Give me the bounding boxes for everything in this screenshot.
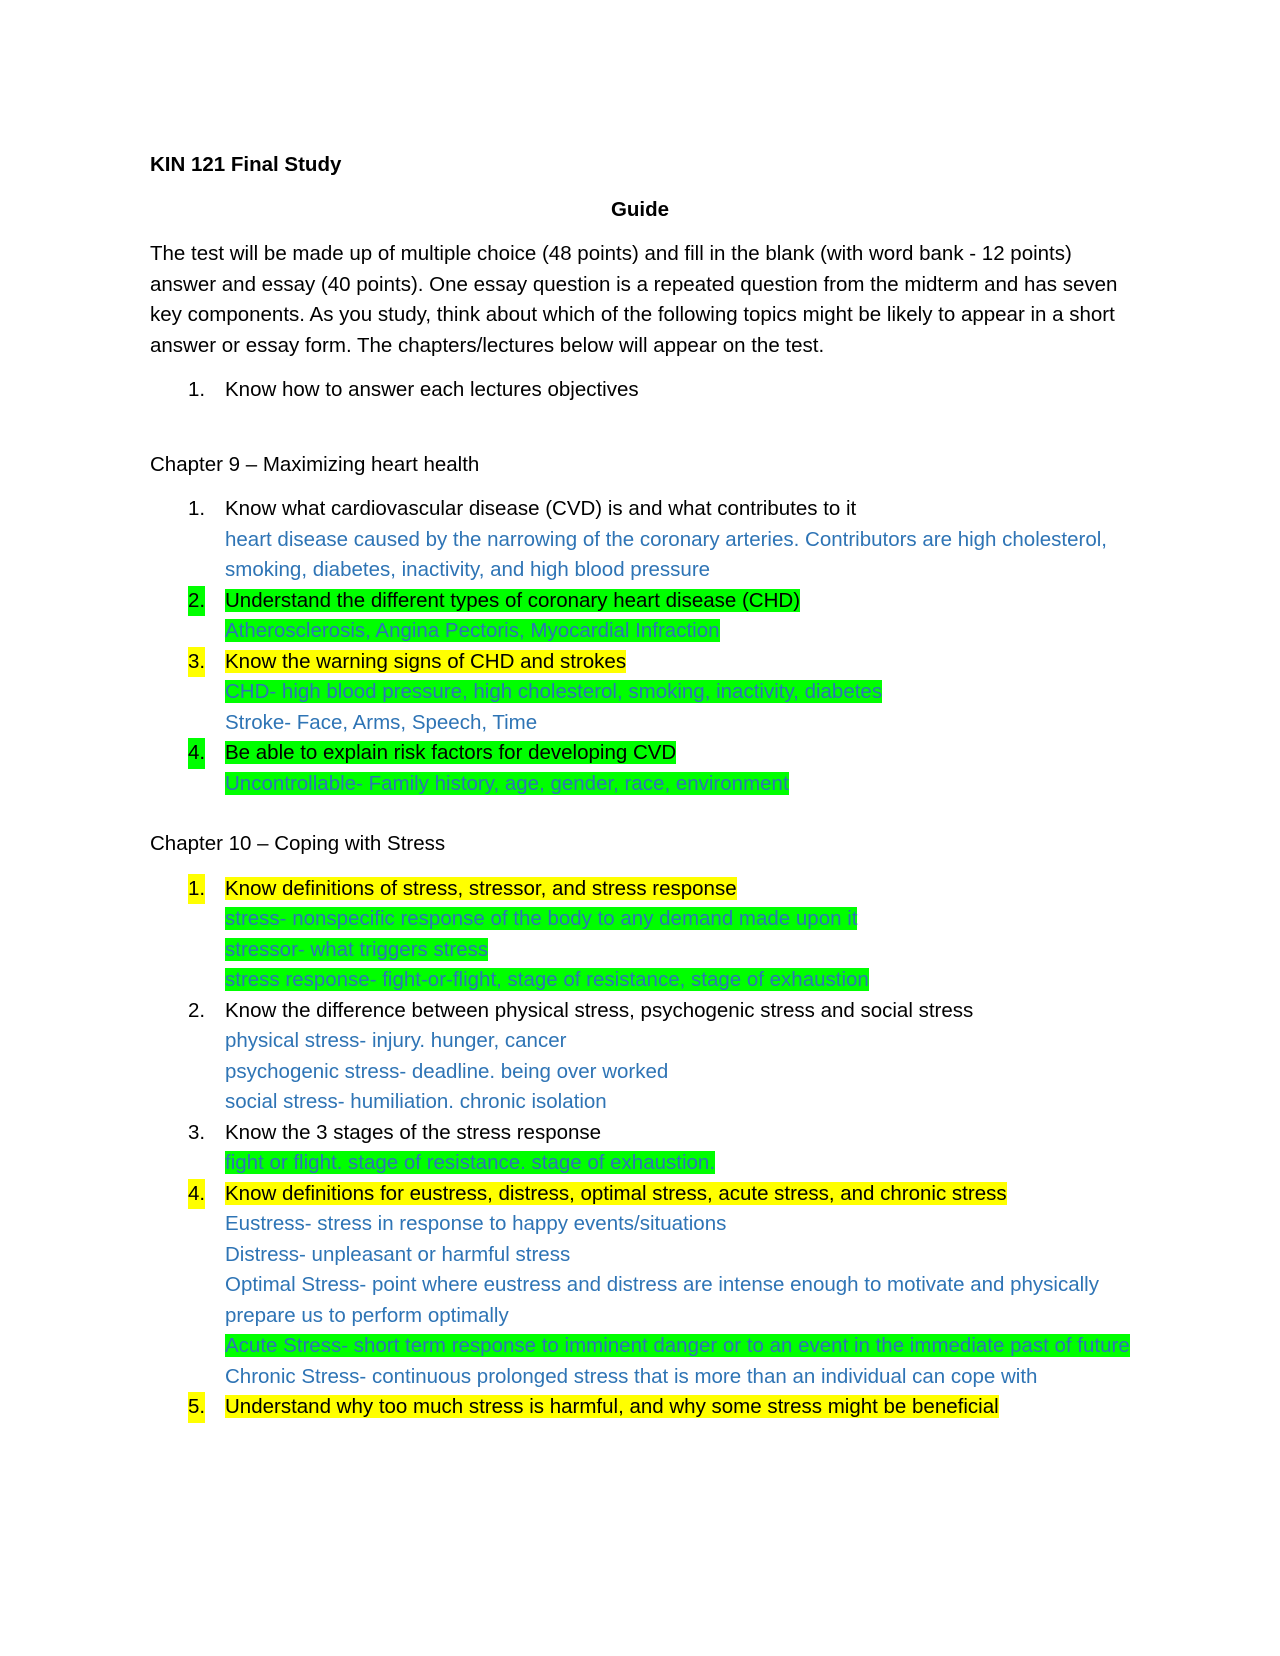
answer-text: Optimal Stress- point where eustress and distress are intense enough to motivate and physically prepare us to perform optimally	[225, 1273, 1099, 1327]
item-text: Know what cardiovascular disease (CVD) is and what contributes to it	[225, 497, 857, 520]
list-item	[150, 1392, 1130, 1423]
answer-text: CHD- high blood pressure, high cholesterol, smoking, inactivity, diabetes	[225, 680, 883, 703]
item-text: Know the warning signs of CHD and strokes	[225, 649, 627, 673]
answer-text: Uncontrollable- Family history, age, gender, race, environment	[225, 771, 789, 795]
answer-text: Atherosclerosis, Angina Pectoris, Myocardial Infraction	[225, 619, 720, 642]
answer-text: Stroke- Face, Arms, Speech, Time	[225, 710, 538, 734]
item-number: 3.	[188, 1120, 206, 1144]
item-number: 1.	[188, 378, 206, 401]
general-list	[150, 375, 1130, 406]
item-number: 1.	[188, 497, 206, 520]
chapter-10-list	[150, 874, 1130, 1423]
answer-text: stress- nonspecific response of the body to any demand made upon it	[225, 907, 858, 930]
answer-text: fight or flight. stage of resistance. stage of exhaustion.	[225, 1151, 716, 1174]
item-text: Know the difference between physical stress, psychogenic stress and social stress	[225, 998, 974, 1022]
item-text: Know how to answer each lectures objectives	[225, 378, 639, 401]
list-item	[150, 874, 1130, 996]
item-text: Understand why too much stress is harmful, and why some stress might be beneficial	[225, 1395, 999, 1418]
item-number: 4.	[188, 1179, 205, 1210]
list-item	[150, 1179, 1130, 1393]
chapter-9-list	[150, 494, 1130, 799]
intro-paragraph: The test will be made up of multiple choice (48 points) and fill in the blank (with word bank - 12 points) answer and essay (40 points). One essay question is a repeated question from the midterm and has seven key components. As you study, think about which of the following topics might be likely to appear in a short answer or essay form. The chapters/lectures below will appear on the test.	[150, 242, 1118, 357]
item-number: 1.	[188, 874, 205, 905]
list-item	[150, 996, 1130, 1118]
list-item	[150, 375, 1130, 406]
answer-text: stress response- fight-or-flight, stage of resistance, stage of exhaustion	[225, 968, 869, 991]
item-number: 2.	[188, 998, 206, 1022]
chapter-9-heading: Chapter 9 – Maximizing heart health	[150, 452, 480, 476]
answer-text: social stress- humiliation. chronic isolation	[225, 1090, 607, 1113]
item-text: Be able to explain risk factors for developing CVD	[225, 741, 677, 764]
item-number: 5.	[188, 1392, 205, 1423]
item-text: Know definitions of stress, stressor, and stress response	[225, 876, 737, 900]
item-number: 4.	[188, 738, 205, 769]
answer-text: Acute Stress- short term response to imminent danger or to an event in the immediate past of future	[225, 1334, 1130, 1357]
answer-text: heart disease caused by the narrowing of the coronary arteries. Contributors are high cholesterol, smoking, diabetes, inactivity, and high blood pressure	[225, 527, 1107, 581]
document-body	[150, 150, 1130, 1423]
answer-text: physical stress- injury. hunger, cancer	[225, 1029, 567, 1052]
item-text: Know the 3 stages of the stress response	[225, 1120, 602, 1144]
document-title: KIN 121 Final Study	[150, 153, 342, 176]
item-text: Understand the different types of coronary heart disease (CHD)	[225, 588, 801, 612]
item-number: 2.	[188, 586, 205, 617]
list-item	[150, 738, 1130, 799]
list-item	[150, 494, 1130, 586]
answer-text: psychogenic stress- deadline. being over worked	[225, 1059, 669, 1083]
item-number: 3.	[188, 647, 205, 678]
answer-text: Distress- unpleasant or harmful stress	[225, 1242, 571, 1266]
list-item	[150, 586, 1130, 647]
answer-text: Eustress- stress in response to happy events/situations	[225, 1212, 727, 1235]
list-item	[150, 1118, 1130, 1179]
chapter-10-heading: Chapter 10 – Coping with Stress	[150, 832, 446, 855]
item-text: Know definitions for eustress, distress, optimal stress, acute stress, and chronic stress	[225, 1181, 1007, 1205]
list-item	[150, 647, 1130, 739]
answer-text: Chronic Stress- continuous prolonged stress that is more than an individual can cope with	[225, 1364, 1038, 1388]
document-subtitle: Guide	[610, 197, 670, 221]
answer-text: stressor- what triggers stress	[225, 937, 489, 961]
